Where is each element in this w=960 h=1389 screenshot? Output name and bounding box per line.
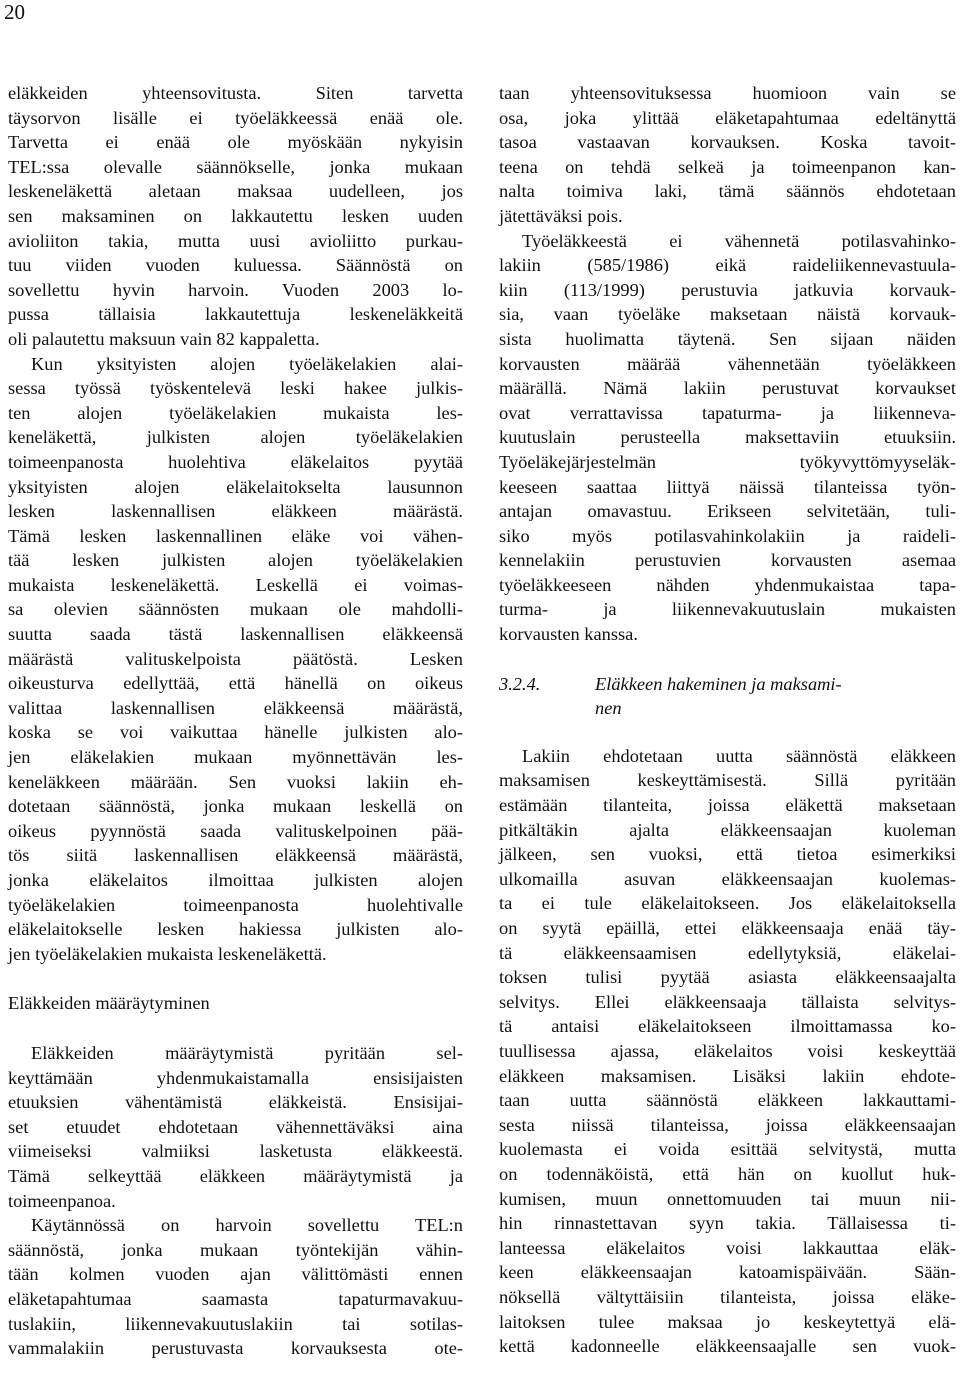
text-line: tös siitä laskennallisen eläkkeensä määrästä, <box>8 845 463 866</box>
text-line: taan yhteensovituksessa huomioon vain se <box>499 83 956 103</box>
text-line: jen työeläkelakien mukaista leskeneläkettä. <box>8 943 327 964</box>
text-line: osa, joka ylittää eläketapahtumaa edeltänyttä <box>499 107 956 128</box>
text-line: oli palautettu maksuun vain 82 kappaletta. <box>8 328 320 349</box>
text-line: oikeus pyynnöstä saada valituskelpoinen pää- <box>8 820 463 841</box>
text-line: set etuudet ehdotetaan vähennettäväksi aina <box>8 1116 463 1137</box>
text-line: Työeläkkeestä ei vähennetä potilasvahinko- <box>522 230 956 251</box>
text-line: avioliiton takia, mutta uusi avioliitto purkau- <box>8 230 463 251</box>
text-line: jen eläkelakien mukaan myönnettävän les- <box>8 747 463 768</box>
text-line: nöksellä vältyttäisiin tilanteista, joissa eläke- <box>499 1286 956 1307</box>
text-line: keneläkkeen määrään. Sen vuoksi lakiin eh- <box>8 771 463 792</box>
text-line: turma- ja liikennevakuutuslain mukaisten <box>499 599 956 620</box>
text-line: sista huolimatta täytenä. Sen sijaan näiden <box>499 328 956 349</box>
text-line: Lakiin ehdotetaan uutta säännöstä eläkkeen <box>522 745 956 766</box>
text-line: keyttämään yhdenmukaistamalla ensisijaisten <box>8 1067 463 1088</box>
section-title <box>595 672 885 721</box>
text-line: mukaista leskeneläkettä. Leskellä ei voimas- <box>8 574 463 595</box>
section-title-line: nen <box>595 698 622 719</box>
text-line: täysorvon lisälle ei työeläkkeessä enää ole. <box>8 107 463 128</box>
text-line: dotetaan säännöstä, jonka mukaan leskellä on <box>8 796 463 817</box>
text-line: keen eläkkeensaajan katoamispäivään. Sään- <box>499 1262 956 1283</box>
text-line: antajan omavastuu. Erikseen selvitetään, tuli- <box>499 501 956 522</box>
text-line: eläkkeen maksamisen. Lisäksi lakiin ehdote- <box>499 1065 956 1086</box>
paragraph <box>8 81 463 352</box>
text-line: työeläkelakien toimeenpanosta huolehtivalle <box>8 894 463 915</box>
text-line: jälkeen, sen vuoksi, että tietoa esimerkiksi <box>499 844 956 865</box>
text-line: työeläkkeeseen nähden yhdenmukaistaa tapa- <box>499 574 956 595</box>
text-line: sovellettu hyvin harvoin. Vuoden 2003 lo- <box>8 279 463 300</box>
text-line: valittaa laskennallisen eläkkeensä määrästä, <box>8 697 463 718</box>
text-line: keeseen saattaa liittyä näissä tilanteissa työn- <box>499 476 956 497</box>
text-line: säännöstä, jonka mukaan työntekijän vähin- <box>8 1239 463 1260</box>
text-line: koska se voi vaikuttaa hänelle julkisten alo- <box>8 722 463 743</box>
text-line: sesta niissä tilanteissa, joissa eläkkeensaajan <box>499 1114 956 1135</box>
text-line: lanteessa eläkelaitos voisi lakkauttaa eläk- <box>499 1237 956 1258</box>
text-line: Työeläkejärjestelmän työkyvyttömyyseläk- <box>499 451 956 472</box>
text-line: viimeiseksi valmiiksi lasketusta eläkkeestä. <box>8 1141 463 1162</box>
text-line: siko myös potilasvahinkolakiin ja raideli- <box>499 525 956 546</box>
text-line: tuslakiin, liikennevakuutuslakiin tai sotilas- <box>8 1313 463 1334</box>
text-line: määrästä valituskelpoista päätöstä. Lesken <box>8 648 463 669</box>
left-column <box>8 81 463 1361</box>
text-line: tasoa vastaavan korvauksen. Koska tavoit- <box>499 132 956 153</box>
text-line: vammalakiin perustuvasta korvauksesta ote- <box>8 1338 463 1359</box>
text-line: on todennäköistä, että hän on kuollut huk- <box>499 1163 956 1184</box>
text-line: kettä kadonneelle eläkkeensaajalle sen vuok- <box>499 1336 956 1357</box>
text-line: eläkkeiden yhteensovitusta. Siten tarvetta <box>8 83 463 103</box>
text-line: määrällä. Nämä lakiin perustuvat korvaukset <box>499 378 956 399</box>
text-line: eläketapahtumaa saamasta tapaturmavakuu- <box>8 1288 463 1309</box>
text-line: jätettäväksi pois. <box>499 205 623 226</box>
text-line: tä antaisi eläkelaitokseen ilmoittamassa ko- <box>499 1016 956 1037</box>
text-line: kuutuslain perusteella maksettaviin etuuksiin. <box>499 427 956 448</box>
text-line: kennelakiin perustuvien korvausten asemaa <box>499 550 956 571</box>
text-line: toimeenpanoa. <box>8 1190 116 1211</box>
paragraph <box>8 352 463 967</box>
text-line: leskeneläkettä aletaan maksaa uudelleen, jos <box>8 181 463 202</box>
text-line: tää lesken julkisten alojen työeläkelakien <box>8 550 463 571</box>
right-column <box>499 81 956 1359</box>
paragraph <box>499 744 956 1359</box>
text-line: ten alojen työeläkelakien mukaista les- <box>8 402 463 423</box>
text-line: korvausten määrää vähennetään työeläkkeen <box>499 353 956 374</box>
text-line: suutta saada tästä laskennallisen eläkkeensä <box>8 624 463 645</box>
paragraph <box>499 81 956 229</box>
paragraph <box>499 229 956 647</box>
text-line: Tarvetta ei enää ole myöskään nykyisin <box>8 132 463 153</box>
text-line: pussa tällaisia lakkautettuja leskeneläkkeitä <box>8 304 463 325</box>
text-line: tuu viiden vuoden kuluessa. Säännöstä on <box>8 255 463 276</box>
text-line: ovat verrattavissa tapaturma- ja liikenneva- <box>499 402 956 423</box>
text-line: laitoksen tulee maksaa jo keskeytettyä elä- <box>499 1311 956 1332</box>
text-line: Käytännössä on harvoin sovellettu TEL:n <box>31 1215 463 1236</box>
text-line: maksamisen keskeyttämisestä. Sillä pyritään <box>499 770 956 791</box>
text-line: pitkältäkin ajalta eläkkeensaajan kuoleman <box>499 819 956 840</box>
subheading: Eläkkeiden määräytyminen <box>8 993 210 1014</box>
text-line: sessa työssä työskentelevä leski hakee julkis- <box>8 378 463 399</box>
text-line: etuuksien vähentämistä eläkkeistä. Ensisijai- <box>8 1092 463 1113</box>
text-line: toimeenpanosta huolehtiva eläkelaitos pyytää <box>8 451 463 472</box>
text-line: selvitys. Ellei eläkkeensaaja tällaista selvitys- <box>499 991 956 1012</box>
text-line: ta ei tule eläkelaitokseen. Jos eläkelaitoksella <box>499 893 956 914</box>
text-line: hin rinnastettavan syyn takia. Tällaisessa ti- <box>499 1213 956 1234</box>
text-line: on syytä epäillä, ettei eläkkeensaaja enää täy- <box>499 918 956 938</box>
text-line: Tämä lesken laskennallinen eläke voi vähen- <box>8 525 463 546</box>
text-line: Kun yksityisten alojen työeläkelakien alai- <box>31 353 463 374</box>
section-heading <box>499 672 956 721</box>
text-line: toksen tulisi pyytää asiasta eläkkeensaajalta <box>499 967 956 988</box>
text-line: ulkomailla asuvan eläkkeensaajan kuolemas- <box>499 868 956 889</box>
paragraph <box>8 1213 463 1361</box>
text-line: lakiin (585/1986) eikä raideliikennevastuula- <box>499 255 956 276</box>
text-line: TEL:ssa olevalle säännökselle, jonka mukaan <box>8 156 463 177</box>
text-line: estämään tilanteita, joissa eläkettä maksetaan <box>499 795 956 816</box>
text-line: kiin (113/1999) perustuvia jatkuvia korvauk- <box>499 279 956 300</box>
text-line: yksityisten alojen eläkelaitokselta lausunnon <box>8 476 463 497</box>
text-line: sa olevien säännösten mukaan ole mahdolli- <box>8 599 463 620</box>
text-line: keneläkettä, julkisten alojen työeläkelakien <box>8 427 463 448</box>
text-line: sia, vaan työeläke maksetaan näistä korvauk- <box>499 304 956 325</box>
text-line: oikeusturva edellyttää, että hänellä on oikeus <box>8 673 463 694</box>
text-line: nalta toimiva laki, tämä säännös ehdotetaan <box>499 181 956 202</box>
text-line: jonka eläkelaitos ilmoittaa julkisten alojen <box>8 870 463 890</box>
text-line: teena on tehdä selkeä ja toimeenpanon kan- <box>499 156 956 177</box>
text-line: lesken laskennallisen eläkkeen määrästä. <box>8 501 463 522</box>
text-line: tuullisessa ajassa, eläkelaitos voisi keskeyttää <box>499 1040 956 1061</box>
page-number: 20 <box>4 0 25 24</box>
text-line: tään kolmen vuoden ajan välittömästi ennen <box>8 1264 463 1285</box>
text-line: kuolemasta ei voida esittää selvitystä, mutta <box>499 1139 956 1160</box>
section-title-line: Eläkkeen hakeminen ja maksami- <box>595 673 842 694</box>
text-line: eläkelaitokselle lesken hakiessa julkisten alo- <box>8 919 463 940</box>
text-line: Eläkkeiden määräytymistä pyritään sel- <box>31 1042 463 1063</box>
text-line: sen maksaminen on lakkautettu lesken uuden <box>8 205 463 226</box>
text-line: tä eläkkeensaamisen edellytyksiä, eläkelai- <box>499 942 956 963</box>
text-line: taan uutta säännöstä eläkkeen lakkauttami- <box>499 1090 956 1111</box>
section-number: 3.2.4. <box>499 673 541 694</box>
paragraph <box>8 1041 463 1213</box>
text-line: korvausten kanssa. <box>499 624 638 645</box>
text-line: kumisen, muun onnettomuuden tai muun nii- <box>499 1188 956 1209</box>
text-line: Tämä selkeyttää eläkkeen määräytymistä ja <box>8 1165 463 1186</box>
